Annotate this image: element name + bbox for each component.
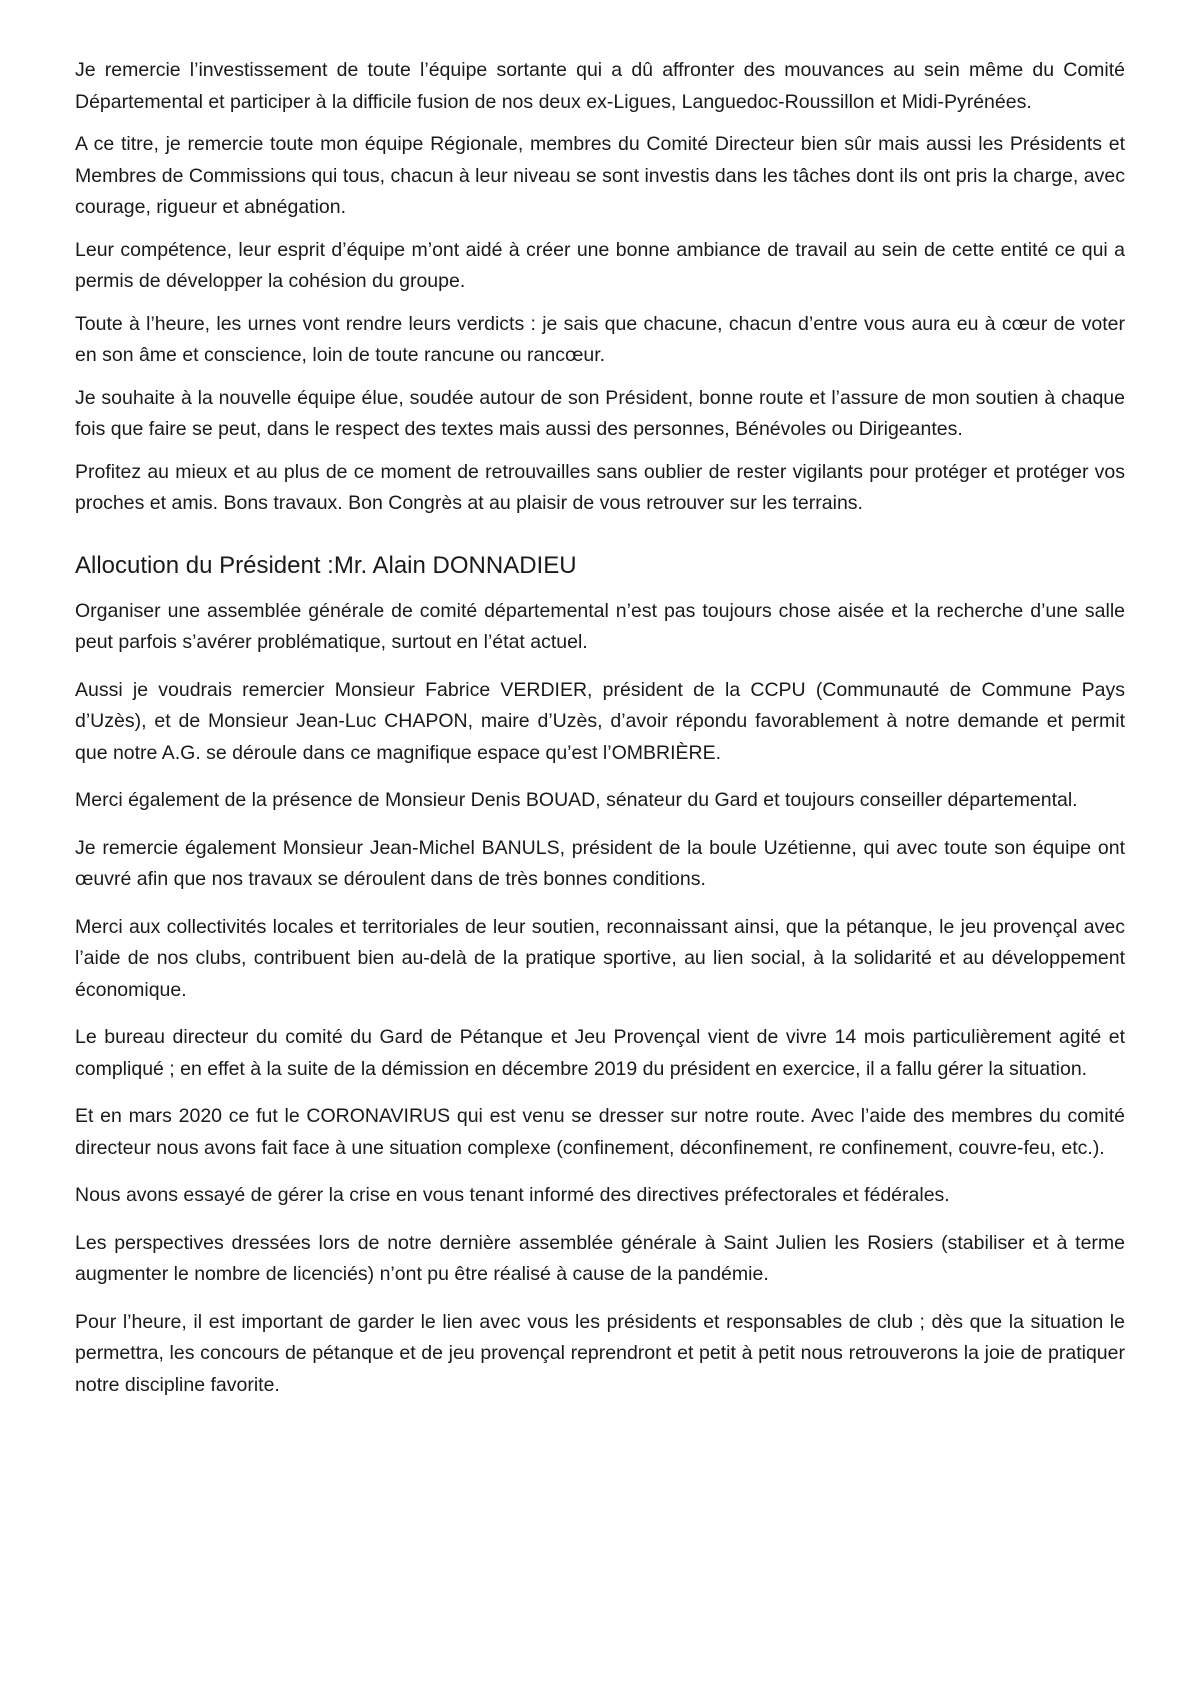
intro-paragraph: Je souhaite à la nouvelle équipe élue, soudée autour de son Président, bonne route et l’assure de mon soutien à chaque fois que faire se peut, dans le respect des textes mais aussi des personnes, Bénévoles ou Dirigeantes. [75, 386, 1125, 440]
speech-paragraph: Je remercie également Monsieur Jean-Michel BANULS, président de la boule Uzétienne, qui avec toute son équipe ont œuvré afin que nos travaux se déroulent dans de très bonnes conditions. [75, 836, 1125, 890]
speech-paragraph: Les perspectives dressées lors de notre dernière assemblée générale à Saint Julien les Rosiers (stabiliser et à terme augmenter le nombre de licenciés) n’ont pu être réalisé à cause de la pandémie. [75, 1231, 1125, 1285]
intro-section [75, 55, 1125, 520]
intro-paragraph: Je remercie l’investissement de toute l’équipe sortante qui a dû affronter des mouvances au sein même du Comité Départemental et participer à la difficile fusion de nos deux ex-Ligues, Languedoc-Roussillon et Midi-Pyrénées. [75, 59, 1125, 113]
speech-paragraph: Organiser une assemblée générale de comité départemental n’est pas toujours chose aisée et la recherche d’une salle peut parfois s’avérer problématique, surtout en l’état actuel. [75, 599, 1125, 653]
president-speech-section [75, 550, 1125, 1402]
intro-paragraph: Toute à l’heure, les urnes vont rendre leurs verdicts : je sais que chacune, chacun d’entre vous aura eu à cœur de voter en son âme et conscience, loin de toute rancune ou rancœur. [75, 312, 1125, 366]
section-heading: Allocution du Président :Mr. Alain DONNADIEU [75, 551, 577, 579]
intro-paragraph: A ce titre, je remercie toute mon équipe Régionale, membres du Comité Directeur bien sûr mais aussi les Présidents et Membres de Commissions qui tous, chacun à leur niveau se sont investis dans les tâches dont ils ont pris la charge, avec courage, rigueur et abnégation. [75, 133, 1125, 218]
document-page [75, 55, 1125, 1417]
speech-paragraph: Le bureau directeur du comité du Gard de Pétanque et Jeu Provençal vient de vivre 14 mois particulièrement agité et compliqué ; en effet à la suite de la démission en décembre 2019 du président en exercice, il a fallu gérer la situation. [75, 1026, 1125, 1080]
speech-paragraph: Et en mars 2020 ce fut le CORONAVIRUS qui est venu se dresser sur notre route. Avec l’aide des membres du comité directeur nous avons fait face à une situation complexe (confinement, déconfinement, re confinement, couvre-feu, etc.). [75, 1105, 1125, 1159]
speech-paragraph: Aussi je voudrais remercier Monsieur Fabrice VERDIER, président de la CCPU (Communauté de Commune Pays d’Uzès), et de Monsieur Jean-Luc CHAPON, maire d’Uzès, d’avoir répondu favorablement à notre demande et permit que notre A.G. se déroule dans ce magnifique espace qu’est l’OMBRIÈRE. [75, 678, 1125, 764]
speech-paragraph: Pour l’heure, il est important de garder le lien avec vous les présidents et responsables de club ; dès que la situation le permettra, les concours de pétanque et de jeu provençal reprendront et petit à petit nous retrouverons la joie de pratiquer notre discipline favorite. [75, 1310, 1125, 1396]
speech-paragraph: Nous avons essayé de gérer la crise en vous tenant informé des directives préfectorales et fédérales. [75, 1184, 950, 1206]
speech-paragraph: Merci aux collectivités locales et territoriales de leur soutien, reconnaissant ainsi, que la pétanque, le jeu provençal avec l’aide de nos clubs, contribuent bien au-delà de la pratique sportive, au lien social, à la solidarité et au développement économique. [75, 915, 1125, 1001]
intro-paragraph: Leur compétence, leur esprit d’équipe m’ont aidé à créer une bonne ambiance de travail au sein de cette entité ce qui a permis de développer la cohésion du groupe. [75, 238, 1125, 292]
speech-paragraph: Merci également de la présence de Monsieur Denis BOUAD, sénateur du Gard et toujours conseiller départemental. [75, 789, 1078, 811]
intro-paragraph: Profitez au mieux et au plus de ce moment de retrouvailles sans oublier de rester vigilants pour protéger et protéger vos proches et amis. Bons travaux. Bon Congrès at au plaisir de vous retrouver sur les terrains. [75, 460, 1125, 514]
